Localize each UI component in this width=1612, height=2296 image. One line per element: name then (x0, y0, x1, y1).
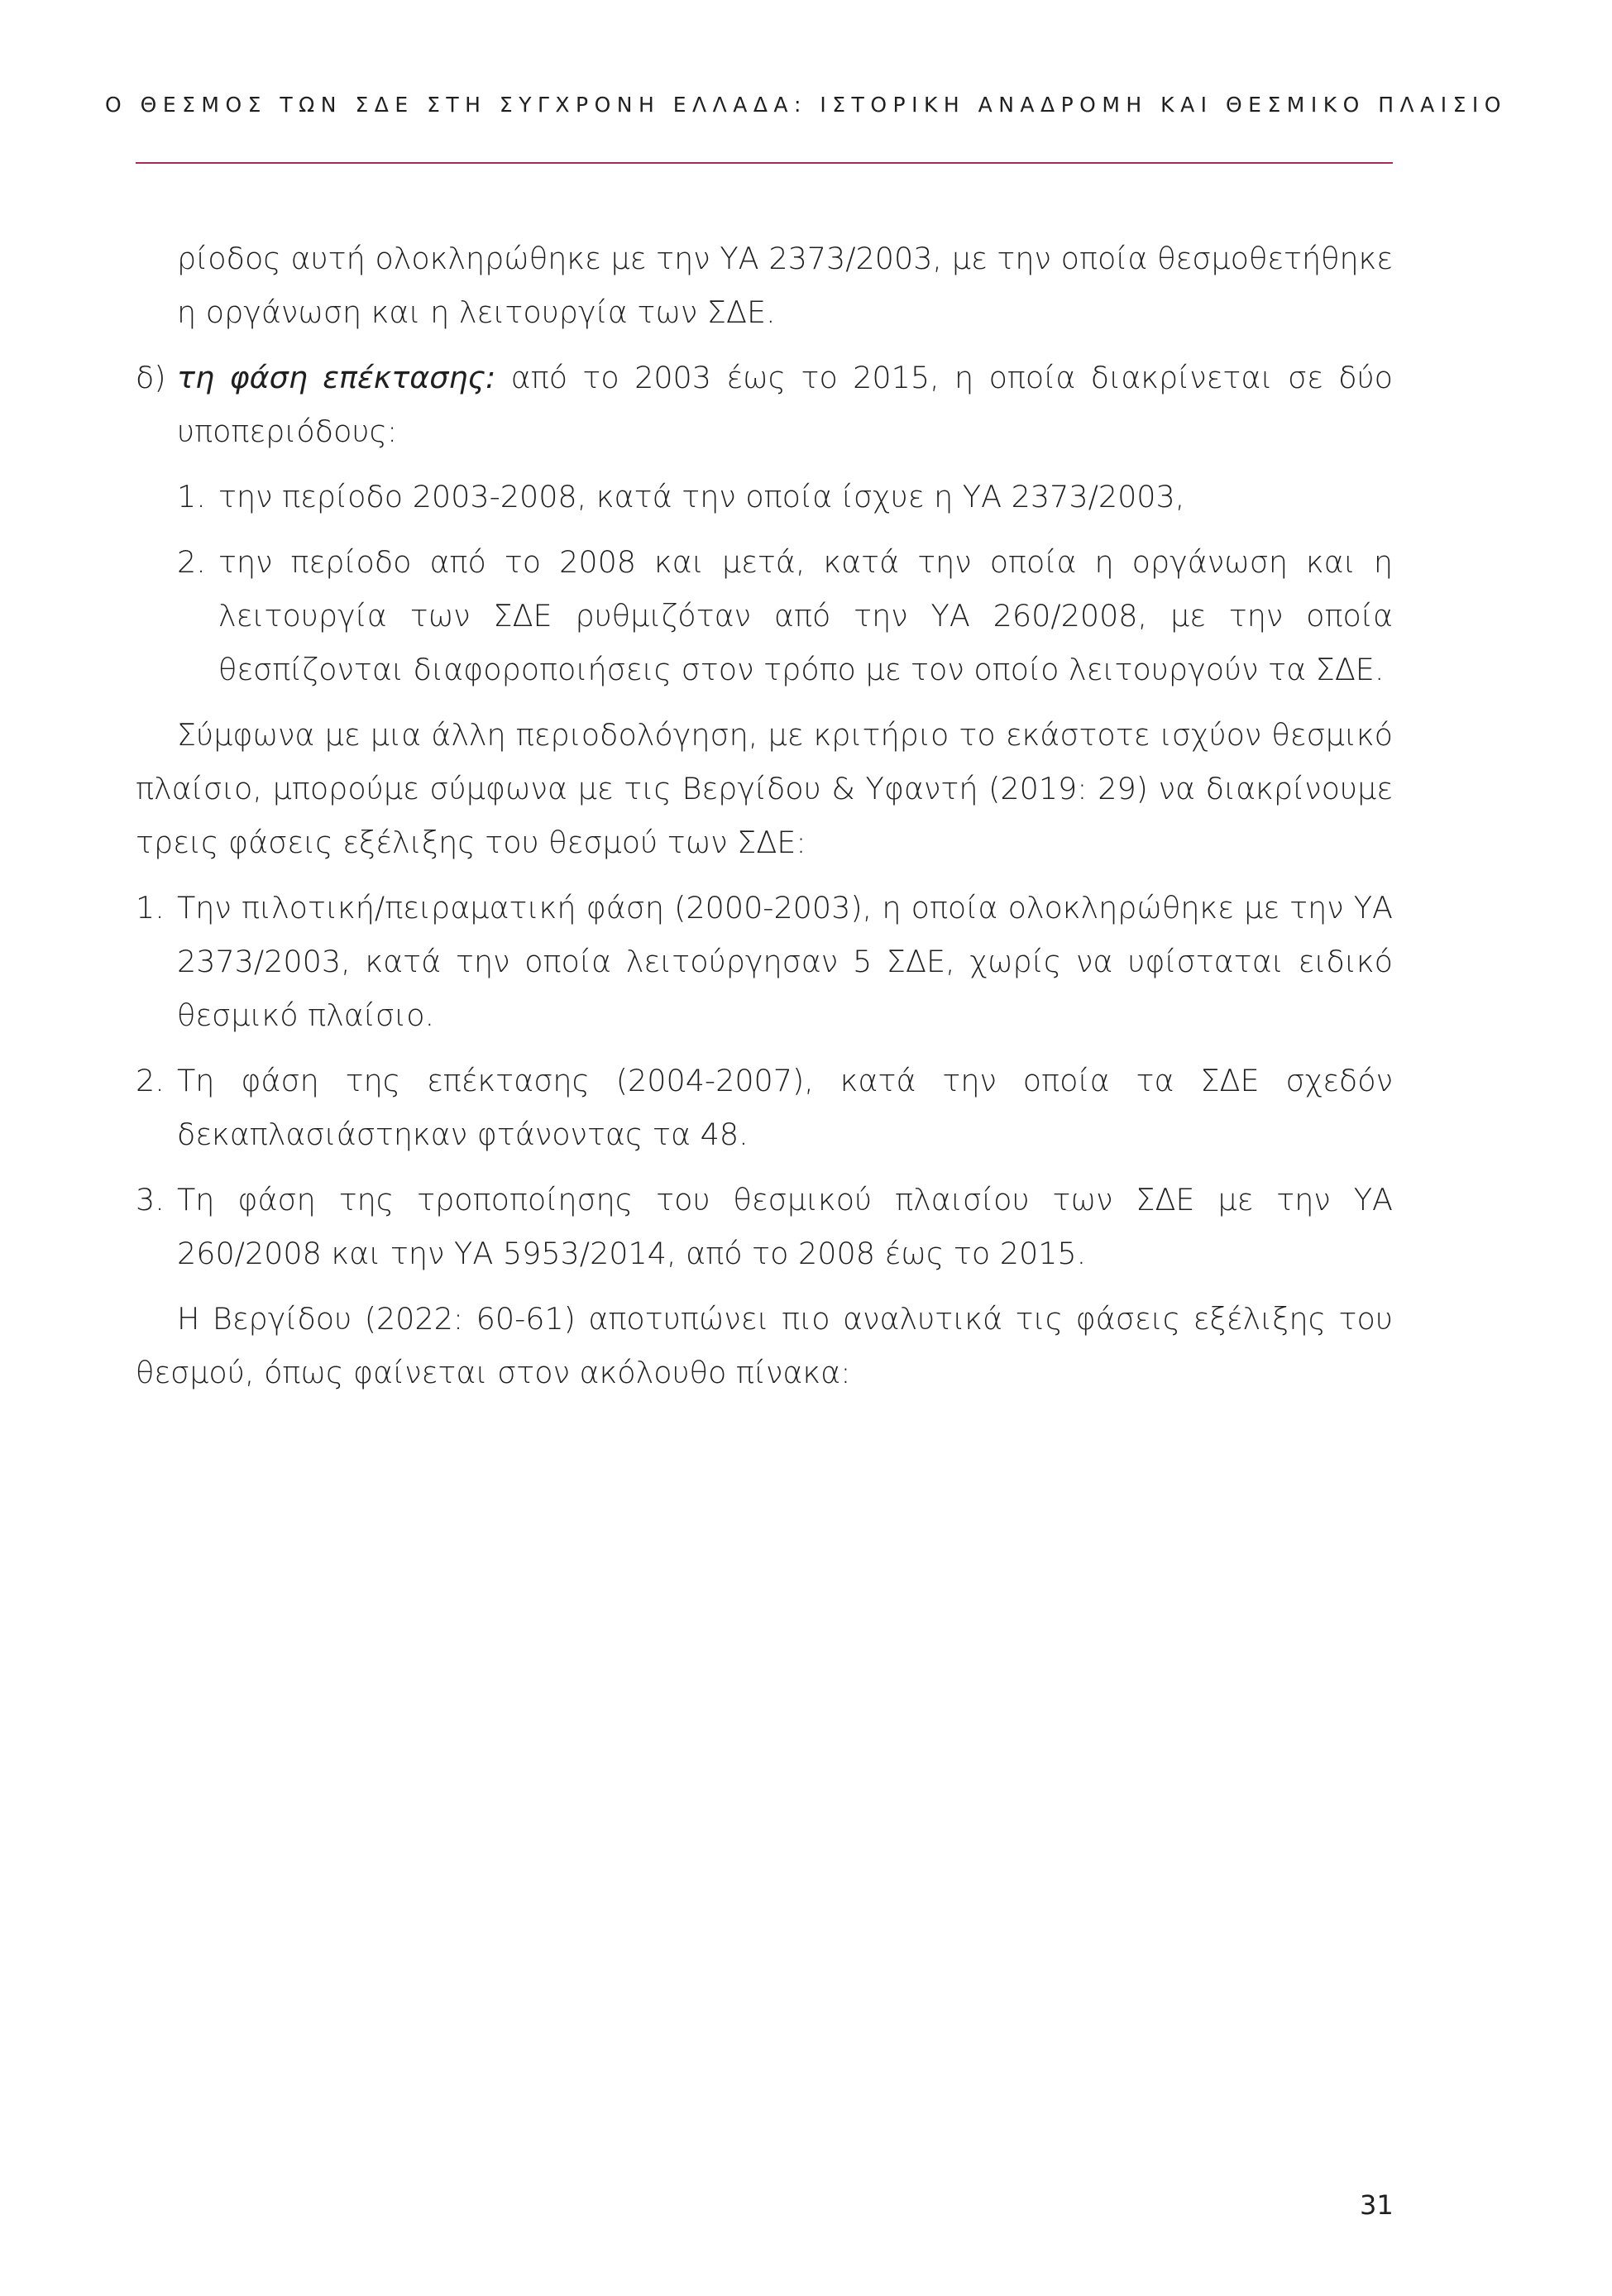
phase-list-item (136, 1054, 1393, 1161)
sub-list-item-text: την περίοδο από το 2008 και μετά, κατά την οποία η οργάνωση και η λειτουργία των ΣΔΕ ρυθμιζόταν από την ΥΑ 260/2008, με την οποία θεσπίζονται διαφοροποιήσεις στον τρόπο με τον οποίο λειτουργούν τα ΣΔΕ. (218, 544, 1393, 687)
running-header: Ο ΘΕΣΜΟΣ ΤΩΝ ΣΔΕ ΣΤΗ ΣΥΓΧΡΟΝΗ ΕΛΛΑΔΑ: ΙΣΤΟΡΙΚΗ ΑΝΑΔΡΟΜΗ ΚΑΙ ΘΕΣΜΙΚΟ ΠΛΑΙΣΙΟ (105, 93, 1507, 117)
body-paragraph: Η Βεργίδου (2022: 60-61) αποτυπώνει πιο αναλυτικά τις φάσεις εξέλιξης του θεσμού, όπως φαίνεται στον ακόλουθο πίνακα: (136, 1301, 1393, 1390)
phase-list-item (136, 881, 1393, 1042)
list-item-term: τη φάση επέκτασης: (177, 360, 496, 395)
sub-list-item (136, 535, 1393, 696)
list-item-text: από το 2003 έως το 2015, η οποία διακρίνεται σε δύο υποπεριόδους: (177, 360, 1393, 449)
phase-list-item-label: 3. (136, 1182, 165, 1217)
list-item-label: δ) (136, 360, 166, 395)
phase-list-item-text: Τη φάση της τροποποίησης του θεσμικού πλαισίου των ΣΔΕ με την ΥΑ 260/2008 και την ΥΑ 5953/2014, από το 2008 έως το 2015. (177, 1182, 1393, 1271)
phase-list-item-label: 1. (136, 890, 165, 926)
phase-list-item (136, 1173, 1393, 1280)
phase-list-item-label: 2. (136, 1063, 165, 1098)
phase-list-item-text: Τη φάση της επέκτασης (2004-2007), κατά την οποία τα ΣΔΕ σχεδόν δεκαπλασιάστηκαν φτάνοντας τα 48. (177, 1063, 1393, 1152)
sub-list-item-label: 2. (177, 544, 206, 580)
list-item-d (136, 351, 1393, 458)
sub-list-item (136, 470, 1393, 524)
page-number: 31 (1360, 2189, 1394, 2221)
body-paragraph: Σύμφωνα με μια άλλη περιοδολόγηση, με κριτήριο το εκάστοτε ισχύον θεσμικό πλαίσιο, μπορούμε σύμφωνα με τις Βεργίδου & Υφαντή (2019: 29) να διακρίνουμε τρεις φάσεις εξέλιξης του θεσμού των ΣΔΕ: (136, 717, 1393, 860)
page-body (136, 232, 1393, 1411)
sub-list-item-text: την περίοδο 2003-2008, κατά την οποία ίσχυε η ΥΑ 2373/2003, (218, 479, 1185, 514)
header-divider (136, 162, 1393, 164)
sub-list-item-label: 1. (177, 479, 206, 514)
phase-list-item-text: Την πιλοτική/πειραματική φάση (2000-2003), η οποία ολοκληρώθηκε με την ΥΑ 2373/2003, κατά την οποία λειτούργησαν 5 ΣΔΕ, χωρίς να υφίσταται ειδικό θεσμικό πλαίσιο. (177, 890, 1393, 1033)
continuation-paragraph: ρίοδος αυτή ολοκληρώθηκε με την ΥΑ 2373/2003, με την οποία θεσμοθετήθηκε η οργάνωση και η λειτουργία των ΣΔΕ. (177, 241, 1393, 330)
